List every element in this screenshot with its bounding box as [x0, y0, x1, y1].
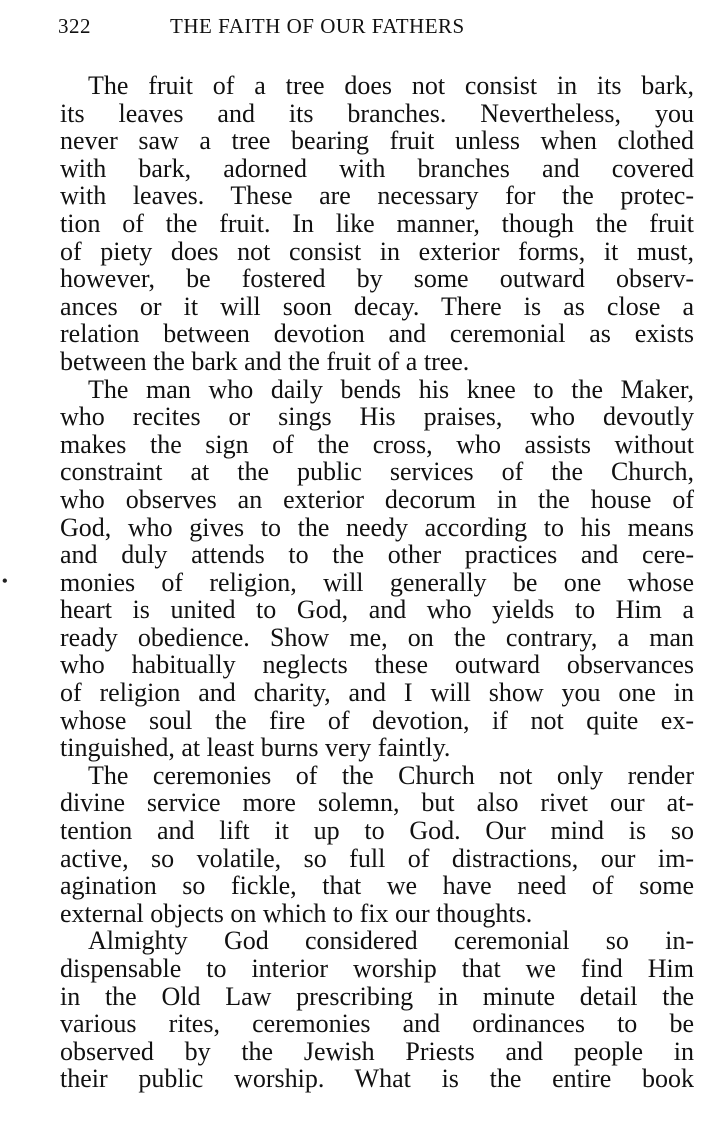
text-line: external objects on which to fix our thoughts. [60, 898, 533, 928]
text-line: monies of religion, will generally be one whose [60, 567, 694, 597]
text-line: Almighty God considered ceremonial so in- [88, 926, 694, 956]
text-line: agination so fickle, that we have need of some [60, 871, 694, 901]
text-line: various rites, ceremonies and ordinances to be [60, 1009, 694, 1039]
paragraph-almighty-god [60, 927, 694, 1093]
paragraph-ceremonies-of-church [60, 762, 694, 928]
text-line: God, who gives to the needy according to his means [60, 512, 694, 542]
text-line: relation between devotion and ceremonial as exists [60, 319, 694, 349]
text-line: tention and lift it up to God. Our mind is so [60, 816, 694, 846]
text-line: tinguished, at least burns very faintly. [60, 733, 451, 763]
text-line: makes the sign of the cross, who assists without [60, 429, 694, 459]
text-line: with bark, adorned with branches and covered [60, 153, 694, 183]
text-line: with leaves. These are necessary for the protec- [60, 181, 694, 211]
text-line: whose soul the fire of devotion, if not quite ex- [60, 705, 694, 735]
text-line: The man who daily bends his knee to the Maker, [88, 374, 694, 404]
running-title: THE FAITH OF OUR FATHERS [170, 14, 465, 38]
paragraph-man-who-bends-knee [60, 376, 694, 762]
body-text [60, 72, 694, 1093]
text-line: ances or it will soon decay. There is as close a [60, 291, 694, 321]
text-line: of piety does not consist in exterior forms, it must, [60, 236, 694, 266]
text-line: active, so volatile, so full of distractions, our im- [60, 843, 694, 873]
margin-mark: • [2, 573, 8, 590]
text-line: The ceremonies of the Church not only render [88, 760, 694, 790]
text-line: observed by the Jewish Priests and people in [60, 1036, 694, 1066]
text-line: never saw a tree bearing fruit unless when clothed [60, 126, 694, 156]
text-line: and duly attends to the other practices and cere- [60, 540, 694, 570]
text-line: ready obedience. Show me, on the contrary, a man [60, 622, 694, 652]
text-line: The fruit of a tree does not consist in its bark, [88, 71, 694, 100]
text-line: dispensable to interior worship that we find Him [60, 954, 694, 983]
text-line: between the bark and the fruit of a tree. [60, 346, 470, 376]
text-line: its leaves and its branches. Nevertheless, you [60, 98, 694, 128]
text-line: who observes an exterior decorum in the house of [60, 484, 694, 514]
text-line: tion of the fruit. In like manner, though the fruit [60, 208, 694, 238]
text-line: in the Old Law prescribing in minute detail the [60, 981, 694, 1011]
page-number: 322 [58, 14, 91, 38]
paragraph-fruit-of-tree [60, 72, 694, 376]
text-line: divine service more solemn, but also rivet our at- [60, 788, 694, 818]
text-line: who recites or sings His praises, who devoutly [60, 402, 694, 432]
text-line: their public worship. What is the entire book [60, 1064, 694, 1094]
text-line: who habitually neglects these outward observances [60, 650, 694, 680]
text-line: heart is united to God, and who yields to Him a [60, 595, 694, 625]
text-line: however, be fostered by some outward observ- [60, 264, 694, 294]
text-line: constraint at the public services of the Church, [60, 457, 694, 487]
page-header [58, 14, 698, 44]
text-line: of religion and charity, and I will show you one in [60, 678, 694, 708]
